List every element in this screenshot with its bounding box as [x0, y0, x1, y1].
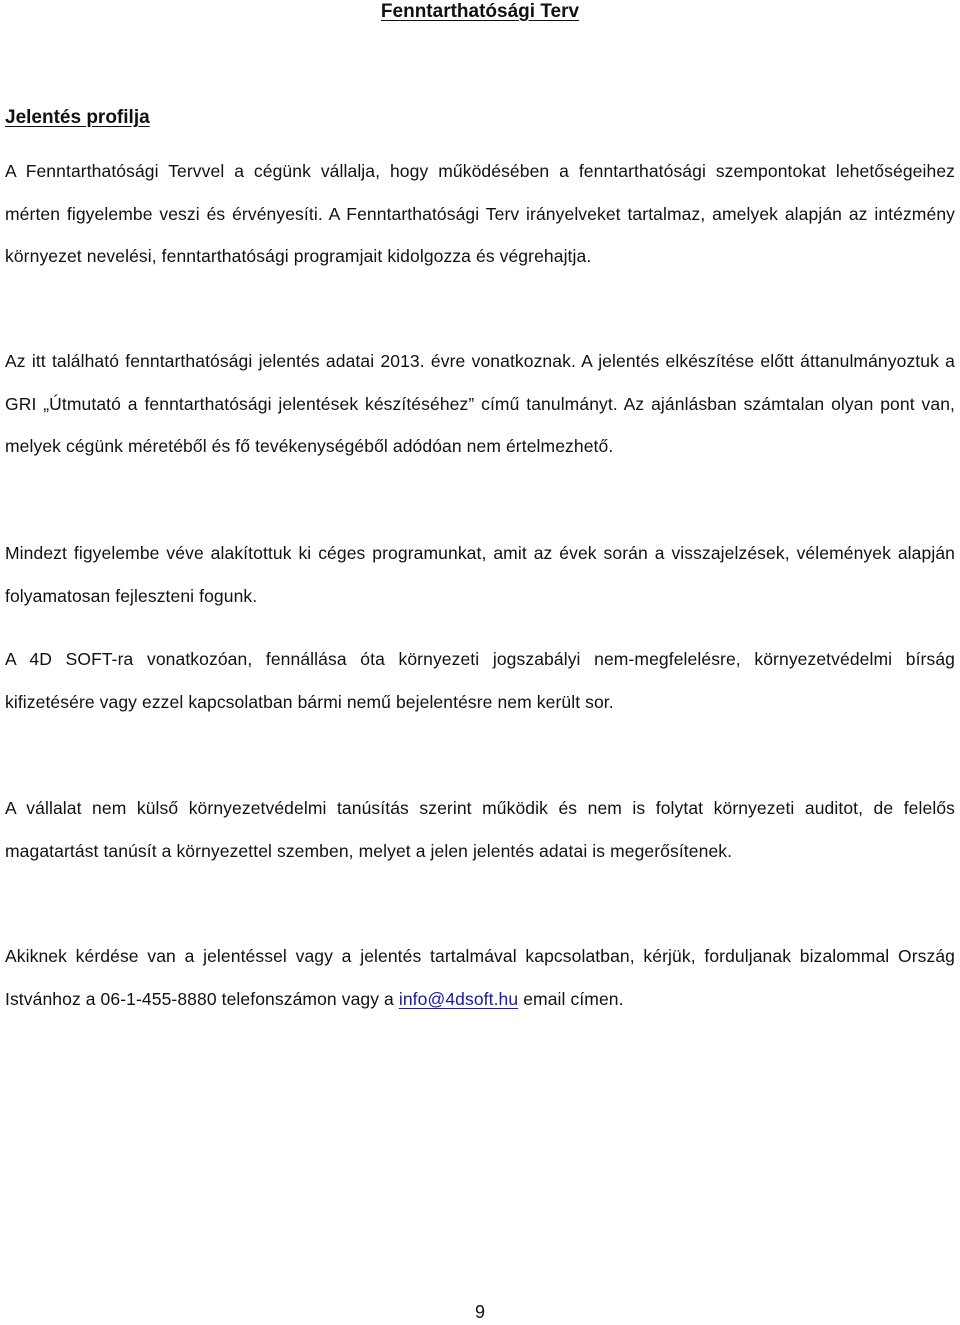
email-link[interactable]: info@4dsoft.hu: [398, 988, 519, 1009]
paragraph-program: Mindezt figyelembe véve alakítottuk ki céges programunkat, amit az évek során a visszajelzések, vélemények alapján folyamatosan fejleszteni fogunk.: [5, 543, 955, 606]
contact-text: Akiknek kérdése van a jelentéssel vagy a jelentés tartalmával kapcsolatban, kérjük, forduljanak bizalommal Ország Istvánhoz a 06-1-455-8880 telefonszámon vagy a: [5, 946, 955, 1009]
contact-text-end: email címen.: [518, 988, 624, 1009]
paragraph-contact: [5, 935, 955, 1020]
paragraph-compliance: A 4D SOFT-ra vonatkozóan, fennállása óta környezeti jogszabályi nem-megfelelésre, környezetvédelmi bírság kifizetésére vagy ezzel kapcsolatban bármi nemű bejelentésre nem került sor.: [5, 649, 955, 712]
section-heading: Jelentés profilja: [5, 107, 150, 128]
paragraph-intro: A Fenntarthatósági Tervvel a cégünk vállalja, hogy működésében a fenntarthatósági szempontokat lehetőségeihez mérten figyelembe veszi és érvényesíti. A Fenntarthatósági Terv irányelveket tartalmaz, amelyek alapján az intézmény környezet nevelési, fenntarthatósági programjait kidolgozza és végrehajtja.: [5, 161, 955, 266]
page-number: 9: [474, 1302, 485, 1322]
paragraph-report-data: Az itt található fenntarthatósági jelentés adatai 2013. évre vonatkoznak. A jelentés elkészítése előtt áttanulmányoztuk a GRI „Útmutató a fenntarthatósági jelentések készítéséhez” című tanulmányt. Az ajánlásban számtalan olyan pont van, melyek cégünk méretéből és fő tevékenységéből adódóan nem értelmezhető.: [5, 351, 955, 456]
paragraph-certification: A vállalat nem külső környezetvédelmi tanúsítás szerint működik és nem is folytat környezeti auditot, de felelős magatartást tanúsít a környezettel szemben, melyet a jelen jelentés adatai is megerősítenek.: [5, 798, 955, 861]
document-title: Fenntarthatósági Terv: [380, 1, 580, 22]
